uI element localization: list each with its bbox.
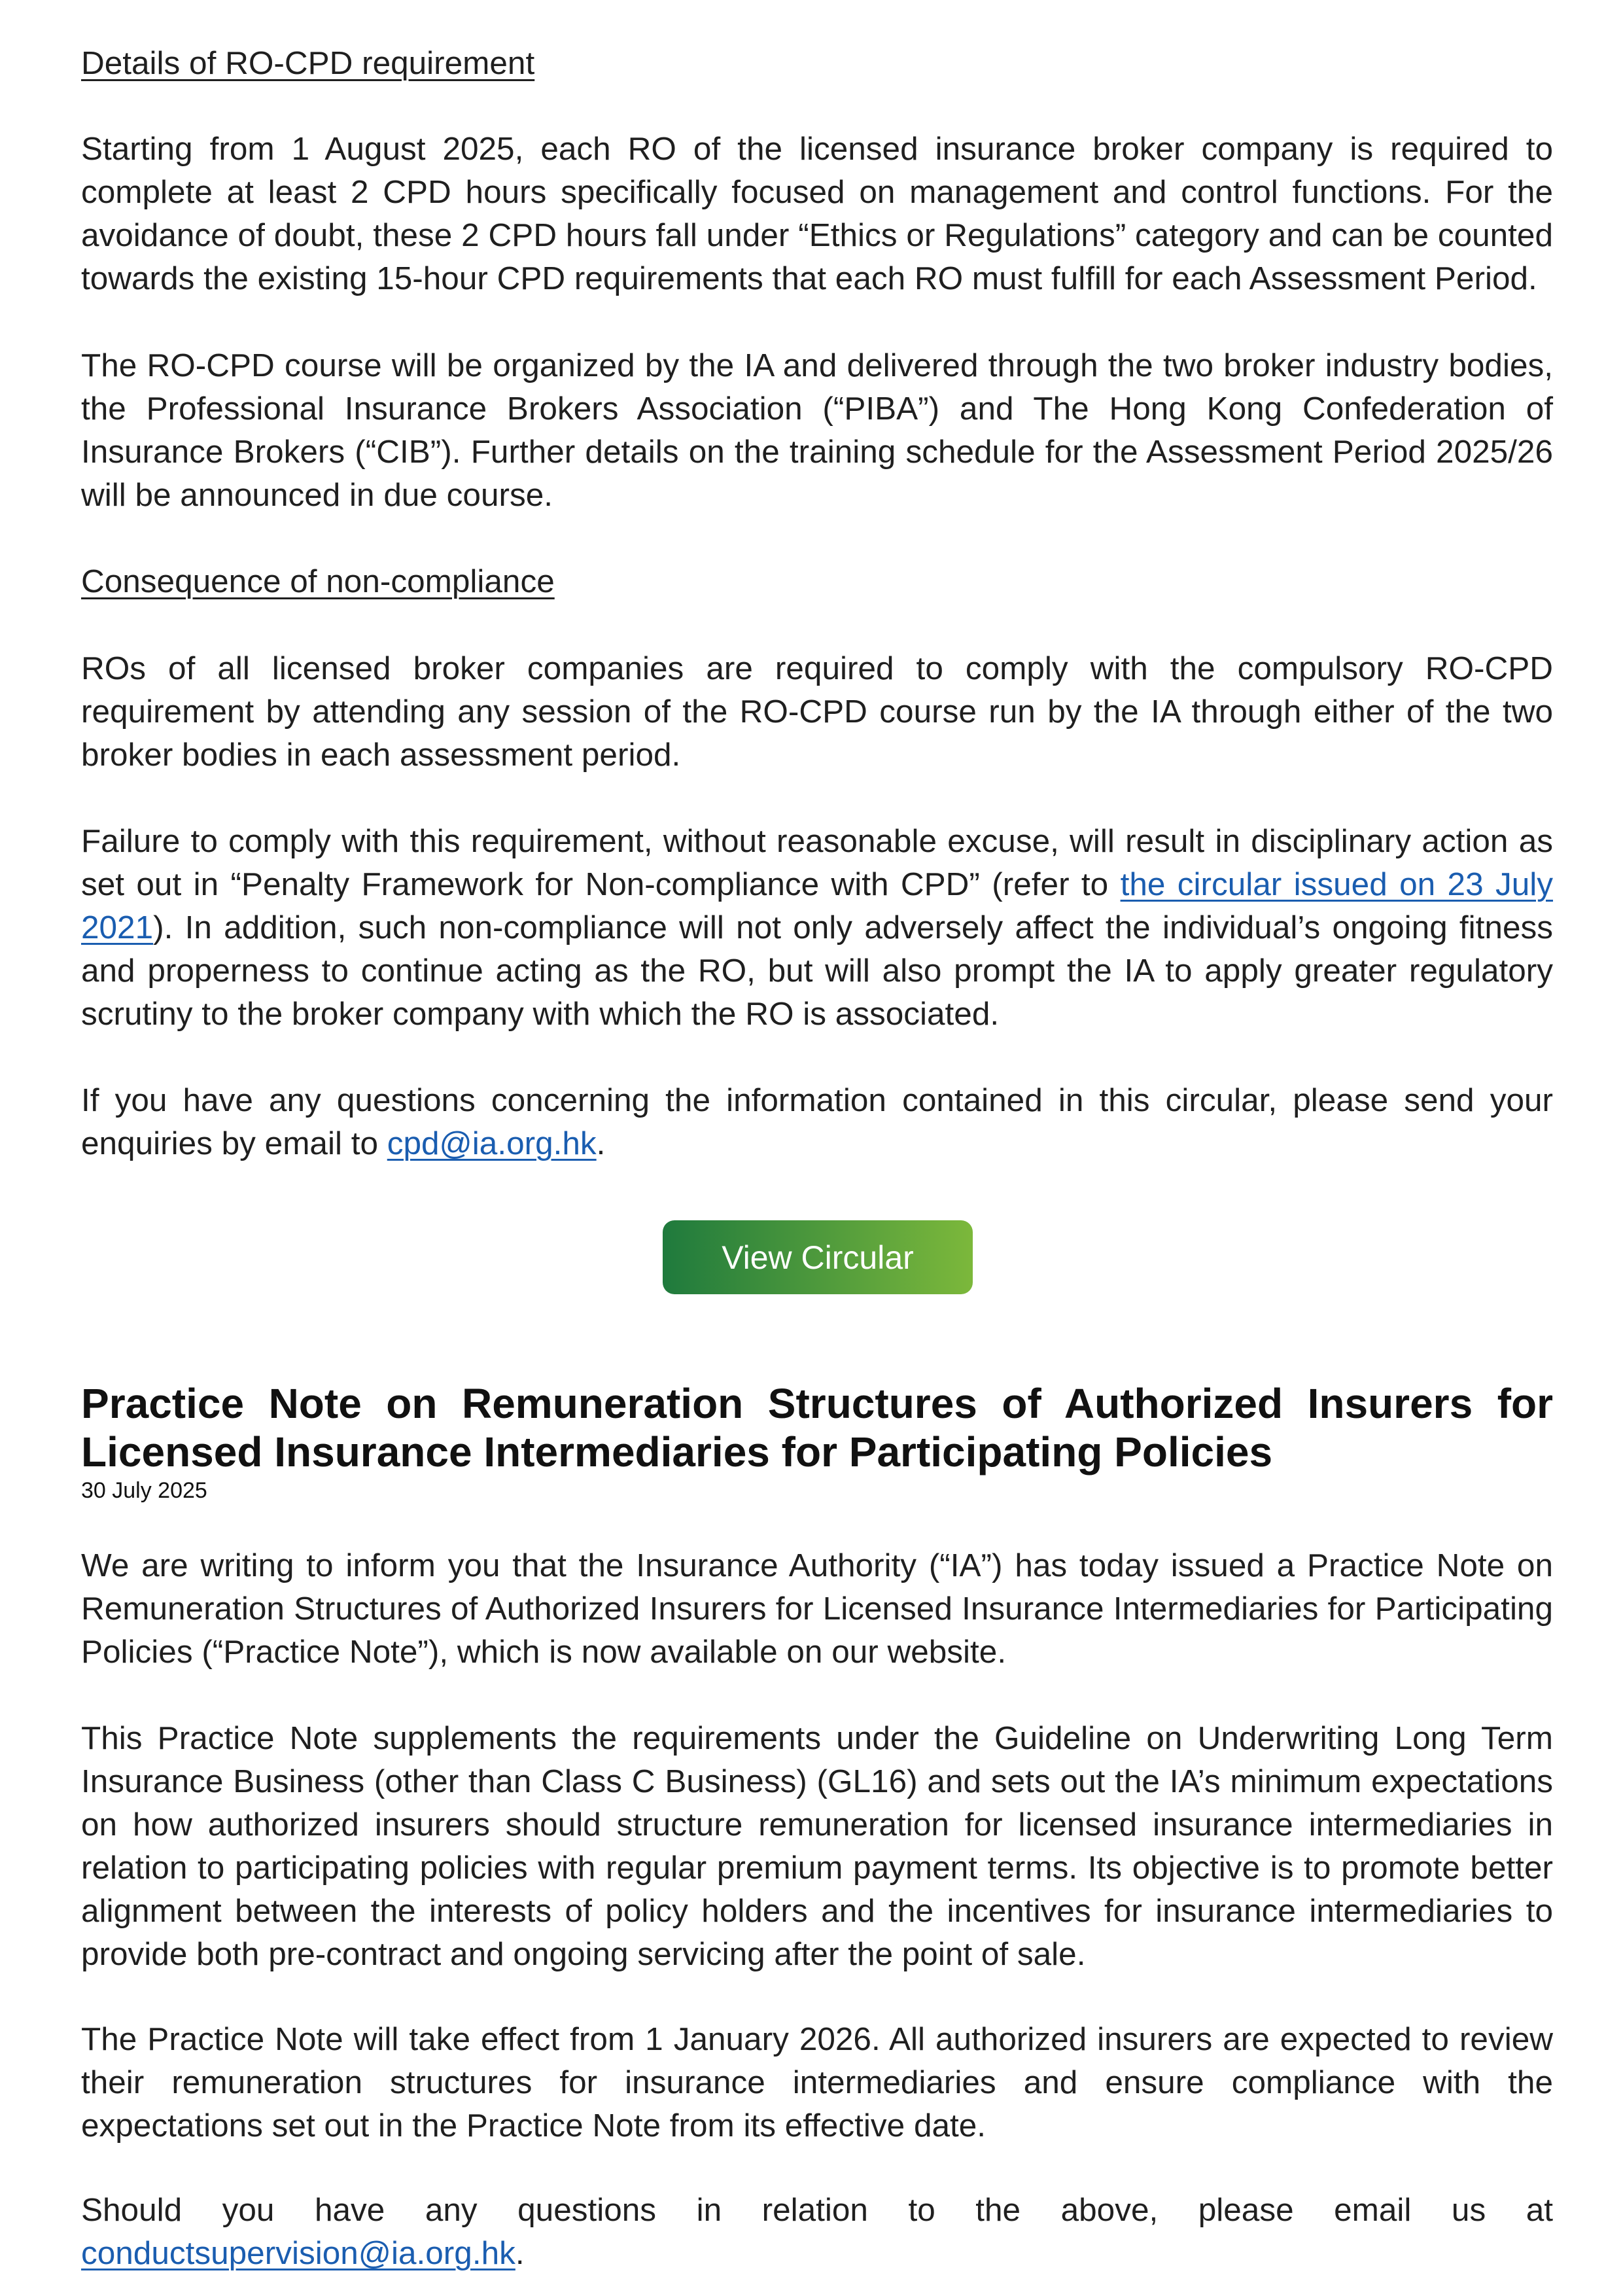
requirement-subheading: Details of RO-CPD requirement xyxy=(81,45,535,81)
announcement-paragraph: We are writing to inform you that the Insurance Authority (“IA”) has today issued a Practice Note on Remuneration Structures of Authorized Insurers for Licensed Insurance Intermediaries for Participating Policies (“Practice Note”), which is now available on our website. xyxy=(81,1547,1553,1670)
enquiries-text-before: If you have any questions concerning the information contained in this circular, please send your enquiries by email to xyxy=(81,1082,1553,1161)
requirement-paragraph: Starting from 1 August 2025, each RO of the licensed insurance broker company is required to complete at least 2 CPD hours specifically focused on management and control functions. For the avoidance of doubt, these 2 CPD hours fall under “Ethics or Regulations” category and can be counted towards the existing 15-hour CPD requirements that each RO must fulfill for each Assessment Period. xyxy=(81,131,1553,296)
cpd-email-link[interactable]: cpd@ia.org.hk xyxy=(387,1125,597,1161)
contact-paragraph xyxy=(81,2189,1553,2275)
noncompliance-subheading: Consequence of non-compliance xyxy=(81,563,555,599)
practice-note-title: Practice Note on Remuneration Structures of Authorized Insurers for Licensed Insurance Intermediaries for Participating Policies xyxy=(81,1380,1553,1475)
penalty-text-before: Failure to comply with this requirement, without reasonable excuse, will result in disciplinary action as set out in “Penalty Framework for Non-compliance with CPD” (refer to xyxy=(81,823,1553,902)
contact-text-after: . xyxy=(515,2235,525,2271)
enquiries-text-after: . xyxy=(596,1125,606,1161)
scope-paragraph: This Practice Note supplements the requirements under the Guideline on Underwriting Long Term Insurance Business (other than Class C Business) (GL16) and sets out the IA’s minimum expectations on how authorized insurers should structure remuneration for licensed insurance intermediaries in relation to participating policies with regular premium payment terms. Its objective is to promote better alignment between the interests of policy holders and the incentives for insurance intermediaries to provide both pre-contract and ongoing servicing after the point of sale. xyxy=(81,1720,1553,1972)
circular-2021-link[interactable]: the circular issued on 23 July 2021 xyxy=(81,866,1554,945)
conduct-supervision-email-link[interactable]: conductsupervision@ia.org.hk xyxy=(81,2235,515,2271)
course-delivery-paragraph: The RO-CPD course will be organized by the IA and delivered through the two broker industry bodies, the Professional Insurance Brokers Association (“PIBA”) and The Hong Kong Confederation of Insurance Brokers (“CIB”). Further details on the training schedule for the Assessment Period 2025/26 will be announced in due course. xyxy=(81,347,1553,513)
effective-date-paragraph: The Practice Note will take effect from 1 January 2026. All authorized insurers are expected to review their remuneration structures for insurance intermediaries and ensure compliance with the expectations set out in the Practice Note from its effective date. xyxy=(81,2021,1553,2144)
compliance-paragraph: ROs of all licensed broker companies are required to comply with the compulsory RO-CPD requirement by attending any session of the RO-CPD course run by the IA through either of the two broker bodies in each assessment period. xyxy=(81,650,1553,773)
enquiries-paragraph xyxy=(81,1079,1553,1165)
penalty-paragraph xyxy=(81,820,1553,1036)
contact-text-before: Should you have any questions in relation to the above, please email us at xyxy=(81,2192,1553,2228)
penalty-text-after: ). In addition, such non-compliance will not only adversely affect the individual’s ongoing fitness and properness to continue acting as the RO, but will also prompt the IA to apply greater regulatory scrutiny to the broker company with which the RO is associated. xyxy=(81,910,1553,1032)
publish-date: 30 July 2025 xyxy=(81,1478,207,1503)
view-circular-button[interactable]: View Circular xyxy=(663,1220,973,1294)
